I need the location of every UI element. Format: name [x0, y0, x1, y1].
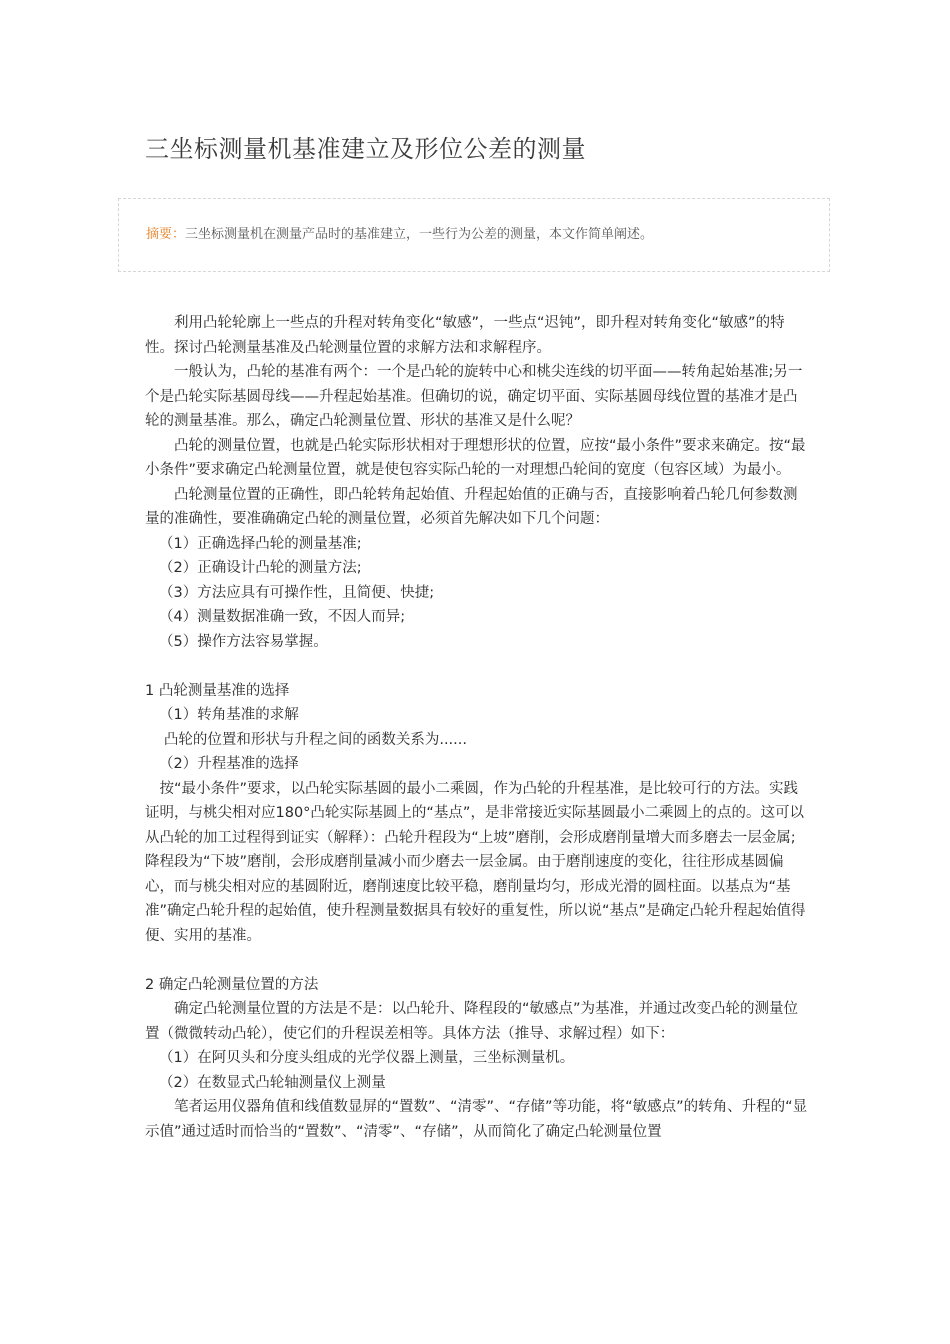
intro-paragraph-3: 凸轮的测量位置，也就是凸轮实际形状相对于理想形状的位置，应按“最小条件”要求来确定。按“最小条件”要求确定凸轮测量位置，就是使包容实际凸轮的一对理想凸轮间的宽度（包容区域）为最小。	[145, 437, 806, 478]
intro-paragraph-2: 一般认为，凸轮的基准有两个：一个是凸轮的旋转中心和桃尖连线的切平面——转角起始基准;另一个是凸轮实际基圆母线——升程起始基准。但确切的说，确定切平面、实际基圆母线位置的基准才是凸轮的测量基准。那么，确定凸轮测量位置、形状的基准又是什么呢？	[145, 364, 803, 429]
section-1-text-2: 按“最小条件”要求，以凸轮实际基圆的最小二乘圆，作为凸轮的升程基准，是比较可行的方法。实践证明，与桃尖相对应180°凸轮实际基圆上的“基点”，是非常接近实际基圆最小二乘圆上的点的。这可以从凸轮的加工过程得到证实（解释）：凸轮升程段为“上坡”磨削，会形成磨削量增大而多磨去一层金属;降程段为“下坡”磨削，会形成磨削量减小而少磨去一层金属。由于磨削速度的变化，往往形成基圆偏心，而与桃尖相对应的基圆附近，磨削速度比较平稳，磨削量均匀，形成光滑的圆柱面。以基点为“基准”确定凸轮升程的起始值，使升程测量数据具有较好的重复性，所以说“基点”是确定凸轮升程起始值得便、实用的基准。	[145, 780, 806, 944]
intro-paragraph-1: 利用凸轮轮廓上一些点的升程对转角变化“敏感”，一些点“迟钝”，即升程对转角变化“敏感”的特性。探讨凸轮测量基准及凸轮测量位置的求解方法和求解程序。	[145, 315, 785, 356]
abstract	[146, 226, 653, 244]
list-item: （5）操作方法容易掌握。	[159, 633, 328, 650]
abstract-box	[118, 198, 830, 272]
section-1-subheading-2: （2）升程基准的选择	[159, 756, 299, 772]
section-1-subheading-1: （1）转角基准的求解	[159, 707, 299, 723]
abstract-text: 三坐标测量机在测量产品时的基准建立，一些行为公差的测量，本文作简单阐述。	[185, 227, 654, 242]
section-2-heading: 2 确定凸轮测量位置的方法	[145, 976, 319, 993]
list-item: （2）正确设计凸轮的测量方法;	[159, 560, 362, 576]
section-2-item-1: （1）在阿贝头和分度头组成的光学仪器上测量，三坐标测量机。	[159, 1050, 575, 1066]
abstract-label: 摘要：	[146, 227, 186, 242]
spacer	[145, 654, 810, 679]
section-1-text-1: 凸轮的位置和形状与升程之间的函数关系为......	[163, 731, 467, 748]
list-item: （4）测量数据准确一致，不因人而异;	[159, 609, 406, 625]
spacer	[145, 948, 810, 973]
section-2-paragraph-2: 笔者运用仪器角值和线值数显屏的“置数”、“清零”、“存储”等功能，将“敏感点”的转角、升程的“显示值”通过适时而恰当的“置数”、“清零”、“存储”，从而简化了确定凸轮测量位置	[145, 1099, 808, 1140]
list-item: （3）方法应具有可操作性，且简便、快捷;	[159, 584, 435, 601]
article-body	[145, 311, 810, 1144]
section-1-heading: 1 凸轮测量基准的选择	[145, 682, 290, 699]
intro-paragraph-4: 凸轮测量位置的正确性，即凸轮转角起始值、升程起始值的正确与否，直接影响着凸轮几何参数测量的准确性，要准确确定凸轮的测量位置，必须首先解决如下几个问题：	[145, 486, 798, 527]
list-item: （1）正确选择凸轮的测量基准;	[159, 535, 362, 552]
section-2-item-2: （2）在数显式凸轮轴测量仪上测量	[159, 1074, 386, 1091]
section-2-paragraph-1: 确定凸轮测量位置的方法是不是：以凸轮升、降程段的“敏感点”为基准，并通过改变凸轮的测量位置（微微转动凸轮），使它们的升程误差相等。具体方法（推导、求解过程）如下：	[145, 1001, 799, 1042]
page-title: 三坐标测量机基准建立及形位公差的测量	[145, 135, 586, 163]
